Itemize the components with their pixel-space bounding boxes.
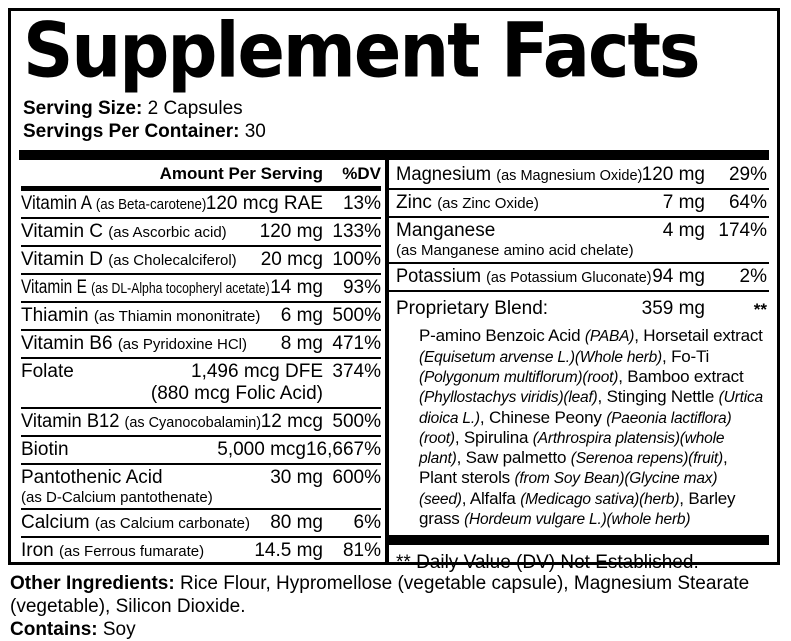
- table-row: [21, 219, 381, 247]
- ingredient-amount: 1,496 mcg DFE: [191, 361, 323, 383]
- blend-ingredient: , Chinese Peony: [479, 407, 607, 427]
- table-row: [21, 303, 381, 331]
- blend-amount: 359 mg: [641, 297, 705, 319]
- ingredient-name: Iron: [21, 540, 60, 562]
- ingredient-label: [21, 512, 270, 534]
- dv-footnote: ** Daily Value (DV) Not Established.: [396, 552, 699, 574]
- ingredient-amount: 120 mcg RAE: [205, 193, 323, 215]
- serving-size-value: 2 Capsules: [142, 98, 243, 119]
- blend-dv-asterisks: **: [753, 299, 767, 319]
- serving-size-label: Serving Size:: [23, 98, 143, 119]
- ingredient-form: (as Zinc Oxide): [437, 195, 539, 213]
- other-ingredients-label: Other Ingredients:: [10, 573, 175, 594]
- row-line1: [21, 277, 381, 299]
- ingredient-form: (as Ferrous fumarate): [59, 543, 205, 561]
- ingredient-form-line2: (as D-Calcium pantothenate): [21, 489, 213, 507]
- proprietary-blend-row: [389, 293, 769, 324]
- servings-per-container-line: [23, 120, 777, 143]
- row-line1: [396, 164, 767, 186]
- ingredient-amount: 12 mcg: [260, 411, 323, 433]
- botanical-name: (Paeonia lactiflora)(root): [419, 409, 732, 447]
- ingredient-name: Manganese: [396, 220, 496, 242]
- ingredient-amount: 14 mg: [270, 277, 323, 299]
- ingredient-amount: 6 mg: [280, 305, 323, 327]
- ingredient-form: (as Cholecalciferol): [108, 252, 237, 270]
- left-column: [19, 160, 385, 562]
- row-line1: [21, 221, 381, 243]
- ingredient-dv: 471%: [332, 333, 381, 355]
- row-line1: [21, 512, 381, 534]
- right-rows: [389, 160, 769, 291]
- ingredient-label: [21, 249, 261, 271]
- amount-header: Amount Per Serving: [159, 164, 323, 184]
- botanical-name: (Hordeum vulgare L.)(whole herb): [464, 510, 691, 528]
- table-row: [21, 359, 381, 409]
- contains-value: Soy: [97, 618, 136, 640]
- table-row: [21, 409, 381, 437]
- ingredient-dv: 16,667%: [305, 439, 381, 461]
- botanical-name: (Phyllostachys viridis)(leaf): [419, 389, 598, 407]
- ingredient-form: (as Pyridoxine HCl): [117, 336, 248, 354]
- ingredient-dv: 6%: [353, 512, 381, 534]
- ingredient-label: [21, 193, 207, 215]
- ingredient-dv: 29%: [728, 164, 767, 186]
- row-line2: [21, 489, 381, 506]
- ingredient-amount: 20 mcg: [260, 249, 323, 271]
- ingredient-label: [21, 467, 270, 489]
- ingredient-label: [21, 277, 270, 299]
- ingredient-label: [21, 221, 260, 243]
- serving-info: [23, 97, 777, 143]
- ingredient-name: Magnesium: [396, 164, 497, 186]
- blend-ingredient: , Bamboo extract: [618, 366, 744, 386]
- ingredient-amount: 7 mg: [662, 192, 705, 214]
- bottom-section: [10, 573, 781, 641]
- table-row: [21, 275, 381, 303]
- table-row: [21, 247, 381, 275]
- row-line1: [396, 220, 767, 242]
- row-line1: [396, 266, 767, 288]
- supplement-facts-panel: [8, 6, 780, 574]
- ingredient-name: Calcium: [21, 512, 95, 534]
- table-row: [21, 437, 381, 465]
- blend-ingredient: P-amino Benzoic Acid: [419, 326, 585, 346]
- facts-columns: [19, 160, 769, 574]
- blend-label: Proprietary Blend:: [396, 297, 549, 319]
- blend-ingredient: , Saw palmetto: [456, 448, 571, 468]
- blend-ingredient: , Plant sterols: [419, 448, 728, 488]
- ingredient-dv: 93%: [342, 277, 381, 299]
- panel-title: Supplement Facts: [23, 6, 699, 96]
- row-line1: [21, 249, 381, 271]
- ingredient-form: (as Potassium Gluconate): [486, 268, 652, 286]
- table-row: [389, 190, 769, 218]
- table-row: [21, 510, 381, 538]
- other-ingredients-line: [10, 573, 781, 619]
- ingredient-amount: 4 mg: [662, 220, 705, 242]
- ingredient-dv: 133%: [332, 221, 381, 243]
- ingredient-name: Zinc: [396, 192, 438, 214]
- blend-ingredient: , Alfalfa: [461, 488, 521, 508]
- botanical-name: (Urtica dioica L.): [419, 389, 763, 427]
- blend-ingredient: , Stinging Nettle: [597, 387, 719, 407]
- botanical-name: (Medicago sativa)(herb): [520, 490, 680, 508]
- row-line1: [21, 305, 381, 327]
- ingredient-amount: 14.5 mg: [254, 540, 323, 562]
- row-line1: [21, 361, 381, 383]
- right-column: [389, 160, 769, 574]
- botanical-name: (Polygonum multiflorum)(root): [419, 368, 619, 386]
- row-line2: [396, 242, 767, 259]
- ingredient-dv: 64%: [728, 192, 767, 214]
- ingredient-label: [396, 265, 652, 288]
- blend-ingredient: , Horsetail extract: [634, 326, 763, 346]
- ingredient-form: (as Magnesium Oxide): [496, 167, 643, 185]
- ingredient-label: [21, 361, 191, 383]
- blend-ingredient: , Barley grass: [419, 488, 736, 528]
- table-row: [389, 160, 769, 190]
- ingredient-name: Vitamin D: [21, 249, 109, 271]
- contains-label: Contains:: [10, 618, 98, 640]
- ingredient-form: (as DL-Alpha tocopheryl acetate): [91, 280, 270, 298]
- row-line1: [21, 540, 381, 562]
- table-row: [21, 191, 381, 219]
- ingredient-amount: 94 mg: [652, 265, 705, 287]
- ingredient-label: [396, 164, 643, 186]
- botanical-name: (from Soy Bean)(Glycine max)(seed): [419, 470, 718, 508]
- row-line2: [21, 383, 381, 405]
- ingredient-name: Vitamin C: [21, 221, 109, 243]
- serving-size-line: [23, 97, 777, 120]
- ingredient-label: [21, 439, 217, 461]
- servings-per-container-label: Servings Per Container:: [23, 121, 240, 143]
- ingredient-amount: 5,000 mcg: [217, 439, 306, 461]
- ingredient-amount: 30 mg: [270, 467, 323, 489]
- top-divider-bar: [19, 150, 769, 160]
- blend-ingredient-list: [389, 323, 769, 535]
- ingredient-dv: 100%: [332, 249, 381, 271]
- ingredient-dv: 2%: [739, 265, 767, 287]
- table-row: [389, 264, 769, 292]
- ingredient-name: Potassium: [396, 265, 487, 287]
- ingredient-dv: 500%: [332, 305, 381, 327]
- botanical-name: (Equisetum arvense L.)(Whole herb): [419, 348, 663, 366]
- table-row: [389, 218, 769, 263]
- dv-header: %DV: [342, 164, 381, 184]
- row-line1: [21, 193, 381, 215]
- ingredient-label: [21, 333, 281, 355]
- row-line1: [21, 333, 381, 355]
- ingredient-label: [396, 192, 663, 214]
- botanical-name: (Serenoa repens)(fruit): [570, 450, 723, 468]
- ingredient-form-line2: (as Manganese amino acid chelate): [396, 242, 634, 260]
- row-line1: [396, 192, 767, 214]
- ingredient-form: (as Cyanocobalamin): [124, 414, 262, 432]
- table-row: [21, 331, 381, 359]
- ingredient-amount: 8 mg: [280, 333, 323, 355]
- ingredient-dv: 13%: [342, 193, 381, 215]
- ingredient-label: [21, 305, 281, 327]
- ingredient-form: (as Calcium carbonate): [94, 515, 250, 533]
- ingredient-label: [396, 220, 663, 242]
- ingredient-form: (as Ascorbic acid): [108, 224, 227, 242]
- ingredient-name: Vitamin E: [21, 277, 92, 299]
- ingredient-name: Thiamin: [21, 305, 94, 327]
- ingredient-name: Vitamin B12: [21, 411, 125, 433]
- ingredient-dv: 374%: [332, 361, 381, 383]
- row-line1: [21, 439, 381, 461]
- servings-per-container-value: 30: [239, 121, 266, 143]
- ingredient-dv: 600%: [332, 467, 381, 489]
- ingredient-name: Biotin: [21, 439, 69, 461]
- table-header: [21, 160, 381, 191]
- other-ingredients-value: Rice Flour, Hypromellose (vegetable capsule), Magnesium Stearate (vegetable), Silicon Dioxide.: [10, 573, 750, 617]
- ingredient-name: Folate: [21, 361, 74, 383]
- ingredient-label: [21, 411, 262, 433]
- ingredient-form: (as Beta-carotene): [95, 196, 207, 214]
- ingredient-amount: 80 mg: [270, 512, 323, 534]
- ingredient-form: (as Thiamin mononitrate): [93, 308, 261, 326]
- ingredient-dv: 174%: [718, 220, 767, 242]
- blend-ingredient: , Spirulina: [454, 427, 533, 447]
- footnote-divider-bar: [389, 535, 769, 545]
- ingredient-name: Vitamin B6: [21, 333, 118, 355]
- ingredient-amount: 120 mg: [259, 221, 323, 243]
- ingredient-name: Vitamin A: [21, 193, 96, 215]
- ingredient-dv: 500%: [332, 411, 381, 433]
- botanical-name: (PABA): [584, 328, 635, 346]
- row-line1: [21, 411, 381, 433]
- ingredient-label: [21, 540, 254, 562]
- botanical-name: (Arthrospira platensis)(whole plant): [419, 429, 725, 468]
- ingredient-amount: 120 mg: [641, 164, 705, 186]
- table-row: [21, 538, 381, 564]
- table-row: [21, 465, 381, 510]
- row-line1: [21, 467, 381, 489]
- ingredient-dv: 81%: [342, 540, 381, 562]
- blend-ingredient: , Fo-Ti: [662, 346, 710, 366]
- ingredient-amount-line2: (880 mcg Folic Acid): [150, 383, 323, 405]
- ingredient-name: Pantothenic Acid: [21, 467, 163, 489]
